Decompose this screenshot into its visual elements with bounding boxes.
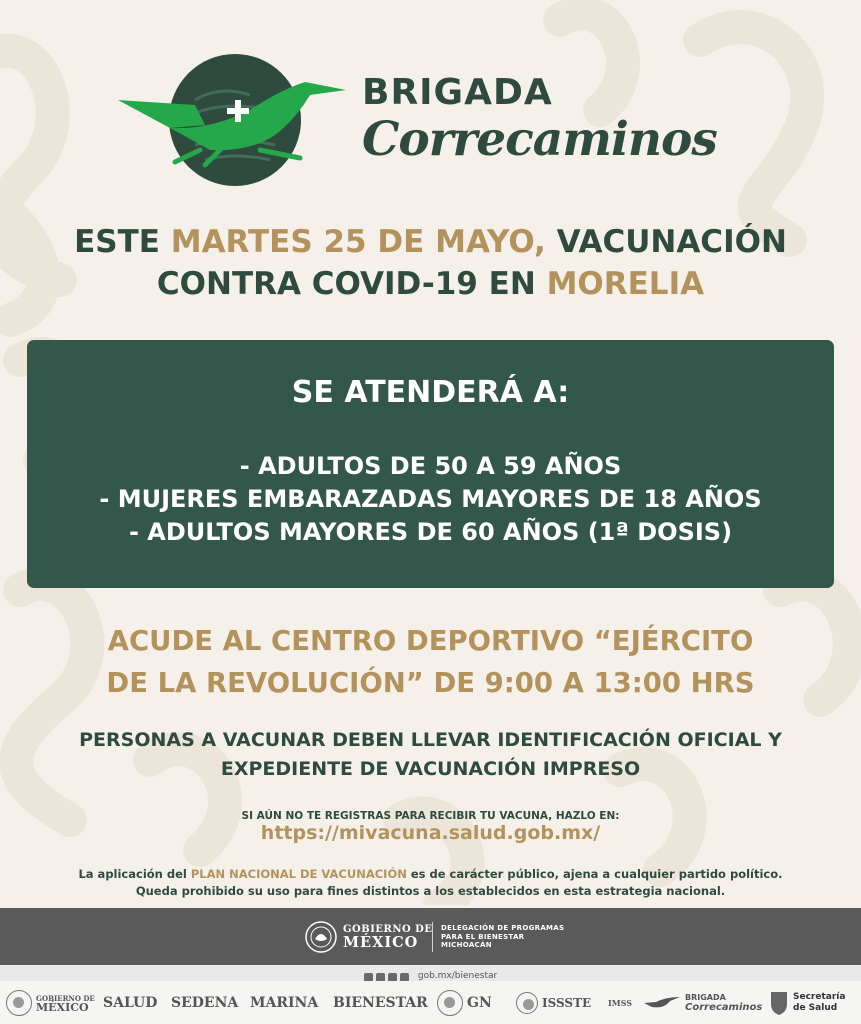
- audience-item: - ADULTOS MAYORES DE 60 AÑOS (1ª DOSIS): [128, 518, 733, 546]
- venue-line: DE LA REVOLUCIÓN” DE 9:00 A 13:00 HRS: [106, 667, 755, 699]
- agency-name: IMSS: [608, 997, 632, 1008]
- agency-gn: [437, 981, 492, 1024]
- agency-name: SEDENA: [171, 994, 239, 1011]
- disclaimer-text: es de carácter público, ajena a cualquier partido político.: [406, 867, 783, 881]
- headline-city: MORELIA: [546, 266, 705, 302]
- agency-name: GN: [467, 994, 492, 1011]
- roadrunner-cross-icon: [110, 50, 360, 190]
- gov-line-1: GOBIERNO DE: [343, 924, 433, 935]
- headline-text: ESTE: [74, 224, 171, 260]
- headline-text: CONTRA COVID-19 EN: [156, 266, 547, 302]
- agency-bienestar: [333, 981, 428, 1024]
- disclaimer-line: [0, 866, 861, 883]
- deleg-line: MICHOACÁN: [441, 941, 492, 949]
- agency-name: ISSSTE: [542, 995, 592, 1010]
- gov-line-2: MÉXICO: [343, 934, 419, 951]
- agency-name: SALUD: [103, 994, 158, 1011]
- disclaimer-line: Queda prohibido su uso para fines distintos a los establecidos en esta estrategia nacional.: [135, 884, 726, 898]
- brand-title-top: BRIGADA: [362, 72, 553, 113]
- agency-sedena: [171, 981, 238, 1024]
- requirements-text: [0, 726, 861, 784]
- audience-item: - MUJERES EMBARAZADAS MAYORES DE 18 AÑOS: [99, 485, 762, 513]
- social-url[interactable]: gob.mx/bienestar: [417, 970, 498, 981]
- requirements-line: PERSONAS A VACUNAR DEBEN LLEVAR IDENTIFICACIÓN OFICIAL Y: [79, 729, 782, 751]
- headline-line-1: [0, 221, 861, 264]
- agency-gobierno-mexico: [6, 981, 95, 1024]
- government-footer: [0, 908, 861, 965]
- agency-name: MARINA: [250, 994, 319, 1011]
- mexico-seal-icon: [6, 990, 32, 1016]
- agency-logos: [0, 981, 861, 1024]
- agency-name: BIENESTAR: [333, 994, 428, 1011]
- headline-text: VACUNACIÓN: [545, 224, 787, 260]
- agency-marina: [250, 981, 318, 1024]
- register-note: SI AÚN NO TE REGISTRAS PARA RECIBIR TU VACUNA, HAZLO EN:: [241, 810, 620, 822]
- brand-title-bottom: Correcaminos: [362, 112, 717, 167]
- divider: [432, 922, 433, 952]
- delegation-text: [441, 924, 564, 950]
- social-band: [0, 965, 861, 981]
- agency-imss: [608, 981, 632, 1024]
- issste-icon: [516, 992, 538, 1014]
- audience-panel: [27, 340, 834, 588]
- audience-list: [27, 450, 834, 549]
- disclaimer-text: La aplicación del: [78, 867, 191, 881]
- audience-item: - ADULTOS DE 50 A 59 AÑOS: [239, 452, 622, 480]
- roadrunner-icon: [642, 993, 682, 1013]
- agency-name: BRIGADA: [685, 992, 726, 1002]
- deleg-line: DELEGACIÓN DE PROGRAMAS: [441, 924, 565, 932]
- disclaimer-plan: PLAN NACIONAL DE VACUNACIÓN: [190, 867, 407, 881]
- agency-salud: [103, 981, 157, 1024]
- agency-secretaria-salud: [769, 981, 845, 1024]
- agency-brigada: [642, 981, 762, 1024]
- mexico-seal-icon: [305, 921, 337, 953]
- headline-line-2: [0, 263, 861, 306]
- agency-name: GOBIERNO DE: [36, 993, 95, 1003]
- agency-name: Secretaría: [793, 991, 846, 1002]
- panel-title: SE ATENDERÁ A:: [291, 375, 570, 410]
- gn-seal-icon: [437, 990, 463, 1016]
- agency-name: Correcaminos: [685, 1001, 763, 1013]
- agency-name: de Salud: [793, 1002, 838, 1013]
- agency-name: MÉXICO: [36, 1000, 89, 1014]
- agency-issste: [516, 981, 591, 1024]
- government-logo-text: [343, 923, 432, 949]
- disclaimer: [0, 866, 861, 900]
- headline-date: MARTES 25 DE MAYO,: [170, 224, 546, 260]
- requirements-line: EXPEDIENTE DE VACUNACIÓN IMPRESO: [220, 758, 641, 780]
- deleg-line: PARA EL BIENESTAR: [441, 932, 525, 941]
- register-link[interactable]: https://mivacuna.salud.gob.mx/: [260, 822, 601, 844]
- venue-line: ACUDE AL CENTRO DEPORTIVO “EJÉRCITO: [107, 625, 754, 657]
- venue-info: [0, 620, 861, 704]
- michoacan-shield-icon: [769, 990, 789, 1016]
